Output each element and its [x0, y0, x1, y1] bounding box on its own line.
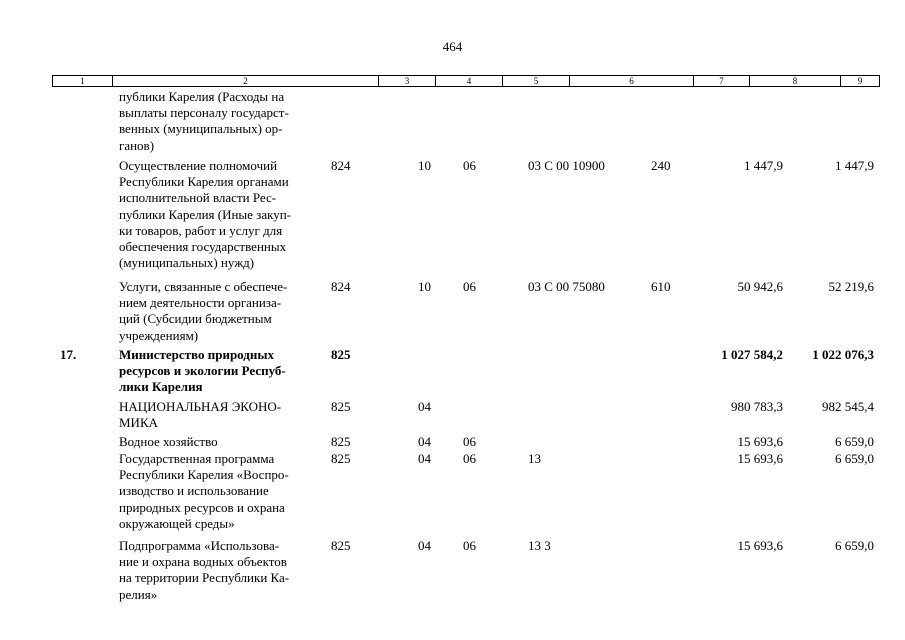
- row-pr: 06: [463, 279, 476, 294]
- row-pr: 06: [463, 451, 476, 466]
- row-ved: 824: [331, 158, 351, 173]
- row-rz: 04: [418, 399, 431, 414]
- row-ved: 824: [331, 279, 351, 294]
- row-sum-2: 1 022 076,3: [812, 347, 874, 362]
- row-sum-1: 15 693,6: [737, 451, 783, 466]
- row-name: Водное хозяйство: [119, 434, 218, 449]
- row-vr: 610: [651, 279, 671, 294]
- column-header-2: 2: [113, 76, 379, 86]
- row-csr: 03 С 00 75080: [528, 279, 605, 294]
- row-pr: 06: [463, 158, 476, 173]
- row-number: 17.: [60, 347, 77, 362]
- column-header-1: 1: [53, 76, 113, 86]
- row-sum-2: 6 659,0: [835, 538, 874, 553]
- row-csr: 13: [528, 451, 541, 466]
- row-rz: 04: [418, 451, 431, 466]
- row-sum-1: 1 447,9: [744, 158, 783, 173]
- row-name: публики Карелия (Расходы на выплаты персоналу государст- венных (муниципальных) ор- ганов): [119, 89, 289, 153]
- row-sum-2: 6 659,0: [835, 434, 874, 449]
- row-name: НАЦИОНАЛЬНАЯ ЭКОНО- МИКА: [119, 399, 282, 431]
- row-name: Государственная программа Республики Карелия «Воспро- изводство и использование природных ресурсов и охрана окружающей среды»: [119, 451, 289, 531]
- row-pr: 06: [463, 538, 476, 553]
- row-vr: 240: [651, 158, 671, 173]
- row-sum-1: 50 942,6: [737, 279, 783, 294]
- row-rz: 10: [418, 279, 431, 294]
- row-sum-1: 980 783,3: [731, 399, 783, 414]
- row-sum-1: 15 693,6: [737, 434, 783, 449]
- page-number: 464: [442, 39, 463, 54]
- row-ved: 825: [331, 434, 351, 449]
- row-ved: 825: [331, 399, 351, 414]
- table-header: [52, 75, 880, 87]
- row-ved: 825: [331, 347, 351, 362]
- row-sum-1: 1 027 584,2: [721, 347, 783, 362]
- row-rz: 04: [418, 538, 431, 553]
- row-sum-2: 52 219,6: [828, 279, 874, 294]
- row-csr: 13 3: [528, 538, 551, 553]
- row-ved: 825: [331, 538, 351, 553]
- row-name: Министерство природных ресурсов и экологии Респуб- лики Карелия: [119, 347, 286, 395]
- column-header-7: 7: [694, 76, 750, 86]
- column-header-8: 8: [750, 76, 841, 86]
- row-sum-2: 6 659,0: [835, 451, 874, 466]
- row-name: Осуществление полномочий Республики Карелия органами исполнительной власти Рес- публики Карелия (Иные закуп- ки товаров, работ и услуг для обеспечения государственных (муниципальных) нужд): [119, 158, 292, 271]
- row-rz: 10: [418, 158, 431, 173]
- row-name: Подпрограмма «Использова- ние и охрана водных объектов на территории Республики Ка- релия»: [119, 538, 290, 602]
- column-header-3: 3: [379, 76, 436, 86]
- row-rz: 04: [418, 434, 431, 449]
- row-name: Услуги, связанные с обеспече- нием деятельности организа- ций (Субсидии бюджетным учреждениям): [119, 279, 288, 343]
- column-header-4: 4: [436, 76, 503, 86]
- row-sum-2: 982 545,4: [822, 399, 874, 414]
- row-sum-2: 1 447,9: [835, 158, 874, 173]
- row-pr: 06: [463, 434, 476, 449]
- column-header-6: 6: [570, 76, 694, 86]
- row-ved: 825: [331, 451, 351, 466]
- row-sum-1: 15 693,6: [737, 538, 783, 553]
- row-csr: 03 С 00 10900: [528, 158, 605, 173]
- column-header-9: 9: [857, 76, 863, 86]
- column-header-5: 5: [503, 76, 570, 86]
